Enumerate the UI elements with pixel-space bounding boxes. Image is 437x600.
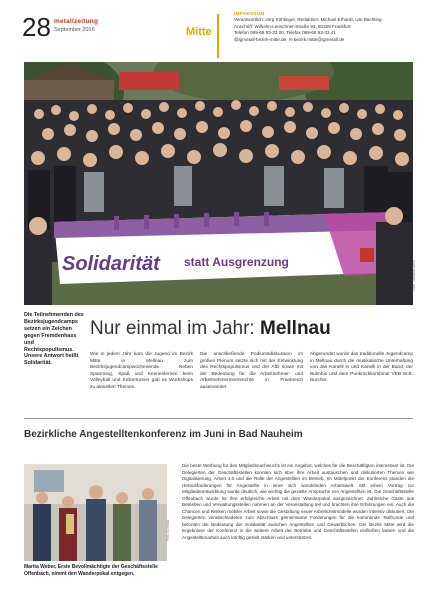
group-photo-illustration — [24, 62, 413, 305]
impressum-line: Verantwortlich: Jörg Köhlinger, Redaktion: Michael Erhardt, Ute Büchting — [234, 17, 382, 23]
photo-caption: Die Teilnehmenden des Bezirksjugendcamps setzen ein Zeichen gegen Fremdenhass und Rechtspopulismus. Unsere Antwort heißt Solidarität. — [24, 312, 84, 367]
conference-photo-credit: Foto: IG Metall — [166, 520, 170, 541]
conference-photo — [24, 464, 167, 561]
impressum-line: @igmetall-bezirk-mitte.de, ✉ bezirk.mitte@igmetall.de — [234, 36, 345, 42]
header-divider — [217, 14, 219, 58]
ig-metall-logo — [360, 248, 374, 262]
impressum-title: IMPRESSUM — [234, 11, 265, 16]
headline-regular: Nur einmal im Jahr: — [90, 318, 260, 339]
photo-credit: Foto: Stefanie Stein — [412, 260, 416, 291]
section-divider — [24, 418, 413, 419]
impressum — [234, 11, 424, 43]
article-column-3: Abgerundet wurde das traditionelle Jugendcamp in Mellnau durch die musikalische Unterhaltung von Jan Kanelli in und Kanelli in der Band, der Bulmbio und dem Punkrockkombinat VEB W.B. Burcher. — [310, 352, 413, 384]
conference-photo-illustration — [24, 464, 167, 561]
banner-text-secondary: statt Ausgrenzung — [184, 255, 289, 269]
article2-title: Bezirkliche Angestelltenkonferenz im Juni in Bad Nauheim — [24, 429, 303, 440]
headline-bold: Mellnau — [260, 318, 331, 339]
article-column-1: Wie in jedem Jahr kam die Jugend im Bezirk Mitte in Mellnau zum Bezirksjugendcampwochenende. Neben Spannung, Spaß und Kennenlernen beim Volleyball und Kickerturnier gab es Workshops zu aktuellen Themen. — [90, 352, 193, 390]
article-column-2: Die anschließende Podiumsdiskussion im großen Plenum setzte sich mit der Entwicklung des Rechtspopulismus und der AfD sowie mit der Bedeutung für die Arbeitnehmer- und Arbeitnehmerinnenrechte in Frankreich auseinander. — [200, 352, 303, 390]
impressum-line: Anschrift: Wilhelm-Leuschner-Straße 93, 60329 Frankfurt — [234, 23, 351, 29]
article-headline — [90, 318, 331, 340]
conference-photo-caption: Marita Weber, Erste Bevollmächtigte der Geschäftsstelle Offenbach, nimmt den Wanderpokal entgegen. — [24, 564, 158, 577]
impressum-line: Telefon 069-66 93-33 00, Telefax 069-66 93-33 41 — [234, 30, 336, 36]
group-photo — [24, 62, 413, 305]
banner-text: Solidarität — [62, 253, 160, 275]
page-number: 28 — [22, 12, 51, 42]
magazine-name: metallzeitung — [54, 18, 99, 25]
issue-date: September 2016 — [54, 27, 95, 33]
region-label: Mitte — [186, 26, 212, 38]
article2-body: Die beste Werbung für den Mitgliedsnachwuchs ist ein Angebot, welches für die Beschäftigten interessant ist. Die Delegierten der Geschäftsstellen konnten sich über ihre Arbeit austauschen und diskutierten Themen wie Digitalisierung, Arbeit 4.0 und die Rolle der Angestellten im Betrieb. Im Mittelpunkt der Konferenz standen die Herausforderungen für Angestellte in einer sich wandelnden Arbeitswelt. Mit einem Vortrag zur Mitgliederentwicklung wurde deutlich, wie wichtig die gezielte Ansprache von Angestellten ist. Die Geschäftsstelle Offenbach wurde für ihre erfolgreiche Arbeit mit dem Wanderpokal ausgezeichnet. Zahlreiche Gäste aus Betrieben und Verwaltungsstellen nahmen an der Veranstaltung teil und brachten ihre Erfahrungen ein. Auch die Chancen und Risiken mobiler Arbeit sowie die Gestaltung neuer Arbeitszeitmodelle wurden intensiv diskutiert. Die Delegierten verabschiedeten zum Abschluss gemeinsame Forderungen für die kommende Tarifrunde und betonten die Bedeutung der Solidarität zwischen Angestellten und Gewerblichen. Der Bezirk Mitte wird die Ergebnisse der Konferenz in die weitere Arbeit der Betriebe und Geschäftsstellen einfließen lassen und die Angestelltenarbeit auch künftig gezielt stärken und unterstützen. — [182, 463, 414, 541]
